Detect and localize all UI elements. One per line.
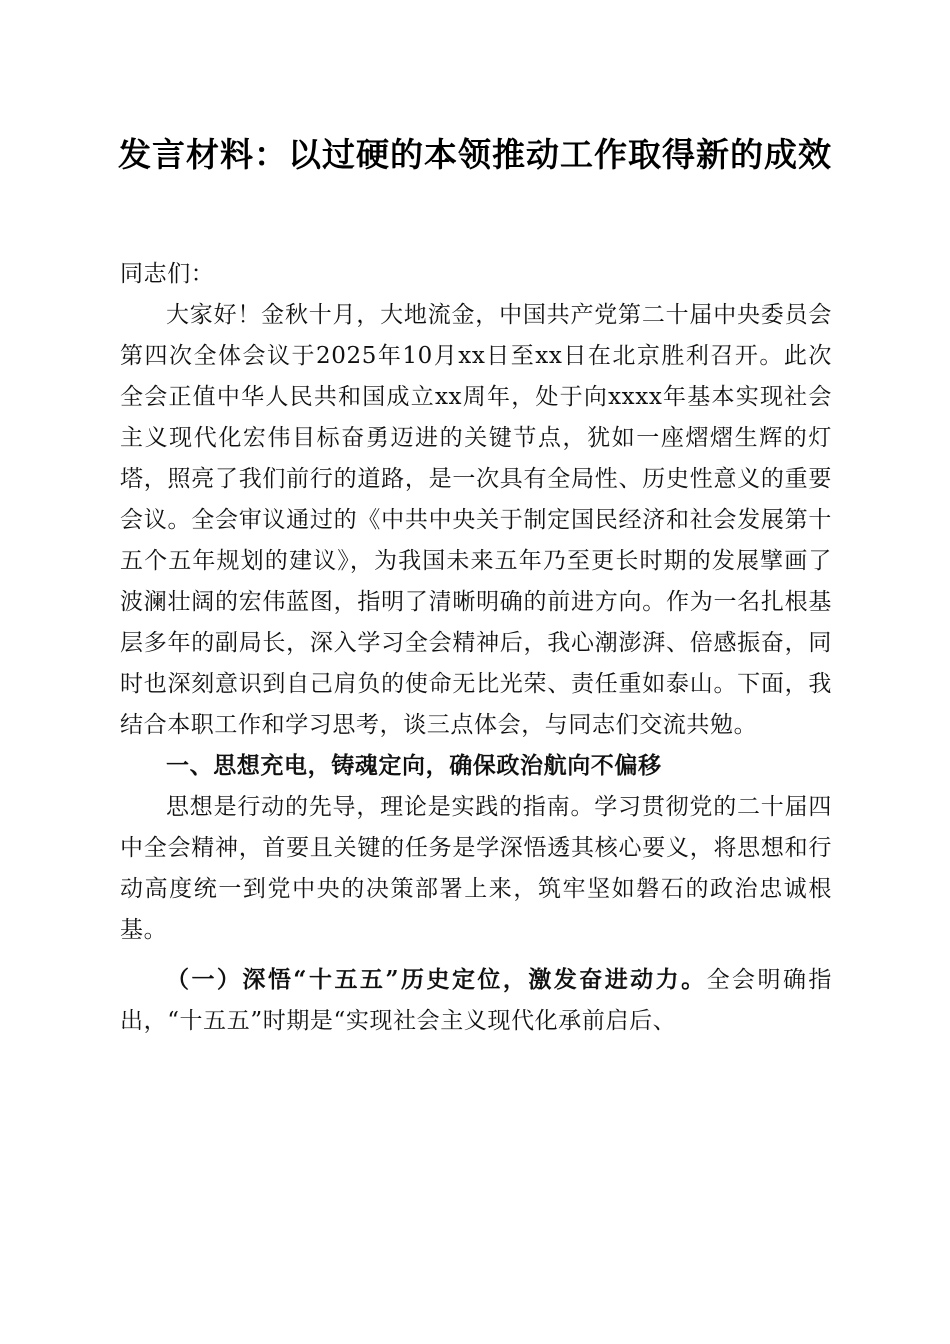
section-1-paragraph: 思想是行动的先导，理论是实践的指南。学习贯彻党的二十届四中全会精神，首要且关键的任务是学深悟透其核心要义，将思想和行动高度统一到党中央的决策部署上来，筑牢坚如磐石的政治忠诚根基。 bbox=[120, 794, 832, 943]
salutation: 同志们： bbox=[120, 261, 215, 287]
intro-paragraph: 大家好！金秋十月，大地流金，中国共产党第二十届中央委员会第四次全体会议于2025年10月xx日至xx日在北京胜利召开。此次全会正值中华人民共和国成立xx周年，处于向xxxx年基本实现社会主义现代化宏伟目标奋勇迈进的关键节点，犹如一座熠熠生辉的灯塔，照亮了我们前行的道路，是一次具有全局性、历史性意义的重要会议。全会审议通过的《中共中央关于制定国民经济和社会发展第十五个五年规划的建议》，为我国未来五年乃至更长时期的发展擘画了波澜壮阔的宏伟蓝图，指明了清晰明确的前进方向。作为一名扎根基层多年的副局长，深入学习全会精神后，我心潮澎湃、倍感振奋，同时也深刻意识到自己肩负的使命无比光荣、责任重如泰山。下面，我结合本职工作和学习思考，谈三点体会，与同志们交流共勉。 bbox=[120, 302, 832, 738]
subsection-1-1-text: 全会明确指出，“十五五”时期是“实现社会主义现代化承前启后、 bbox=[120, 967, 832, 1034]
paragraph-spacer bbox=[120, 951, 832, 959]
subsection-1-1-paragraph bbox=[120, 959, 832, 1042]
document-body bbox=[120, 254, 832, 1042]
subsection-1-1-lead: （一）深悟“十五五”历史定位，激发奋进动力。 bbox=[166, 966, 707, 993]
document-title: 发言材料：以过硬的本领推动工作取得新的成效 bbox=[118, 135, 832, 174]
section-1-heading: 一、思想充电，铸魂定向，确保政治航向不偏移 bbox=[166, 753, 662, 779]
